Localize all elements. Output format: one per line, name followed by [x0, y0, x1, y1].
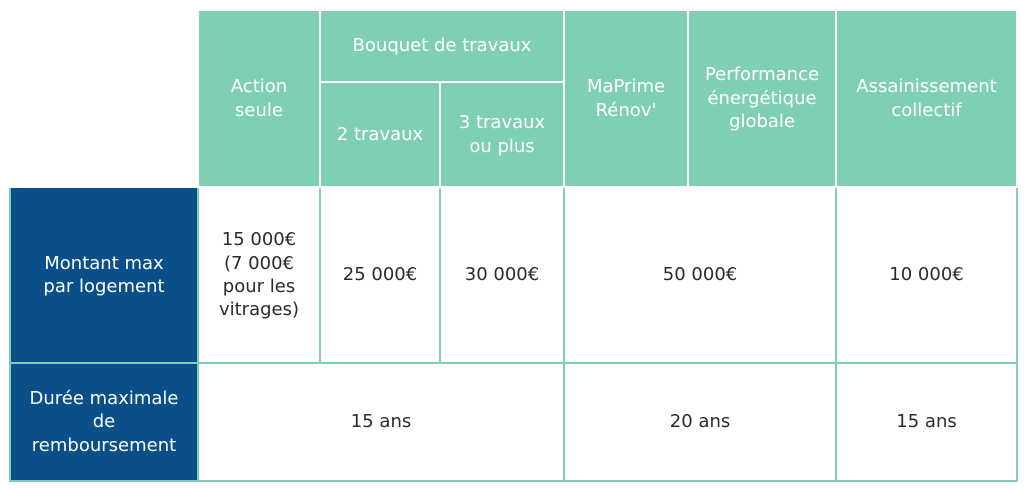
cell-montant-action-line1: 15 000€ [221, 229, 297, 251]
row-label-duree-line2: de [92, 411, 116, 433]
header-3-travaux-ou-plus [440, 82, 564, 187]
cell-duree-maprime-performance: 20 ans [564, 363, 836, 481]
header-performance-line3: globale [729, 111, 795, 133]
row-label-duree-line1: Durée maximale [29, 387, 179, 409]
header-bouquet-de-travaux: Bouquet de travaux [320, 10, 564, 82]
row-montant-max [10, 187, 1017, 363]
header-assainissement-collectif [836, 10, 1017, 187]
header-action-seule [198, 10, 320, 187]
row-duree-maximale [10, 363, 1017, 481]
cell-montant-action-line4: vitrages) [218, 299, 300, 321]
header-maprime-line2: Rénov' [595, 99, 657, 121]
cell-montant-action-line2: (7 000€ [223, 252, 294, 274]
row-label-montant-line1: Montant max [44, 252, 164, 274]
header-2-travaux: 2 travaux [320, 82, 440, 187]
row-label-montant-max [10, 187, 198, 363]
cell-montant-action-line3: pour les [222, 276, 296, 297]
cell-duree-travaux: 15 ans [198, 363, 564, 481]
cell-montant-2-travaux: 25 000€ [320, 187, 440, 363]
header-maprime-line1: MaPrime [586, 76, 666, 98]
header-row-1 [10, 10, 1017, 82]
header-maprime-renov [564, 10, 688, 187]
header-3-travaux-line2: ou plus [469, 135, 535, 157]
row-label-duree-maximale [10, 363, 198, 481]
cell-montant-assainissement: 10 000€ [836, 187, 1017, 363]
header-performance-energetique [688, 10, 836, 187]
cell-montant-3-travaux: 30 000€ [440, 187, 564, 363]
corner-cell [10, 10, 198, 187]
cell-montant-maprime-performance: 50 000€ [564, 187, 836, 363]
header-action-seule-line1: Action [230, 76, 288, 98]
header-action-seule-line2: seule [235, 99, 283, 121]
cell-montant-action-seule [198, 187, 320, 363]
eco-ptz-table [9, 9, 1018, 482]
cell-duree-assainissement: 15 ans [836, 363, 1017, 481]
row-label-duree-line3: remboursement [31, 434, 177, 456]
header-assainissement-line2: collectif [891, 99, 962, 121]
header-performance-line1: Performance [704, 64, 820, 86]
row-label-montant-line2: par logement [43, 276, 165, 297]
header-assainissement-line1: Assainissement [856, 76, 997, 98]
header-3-travaux-line1: 3 travaux [458, 112, 546, 134]
header-performance-line2: énergétique [707, 87, 817, 109]
